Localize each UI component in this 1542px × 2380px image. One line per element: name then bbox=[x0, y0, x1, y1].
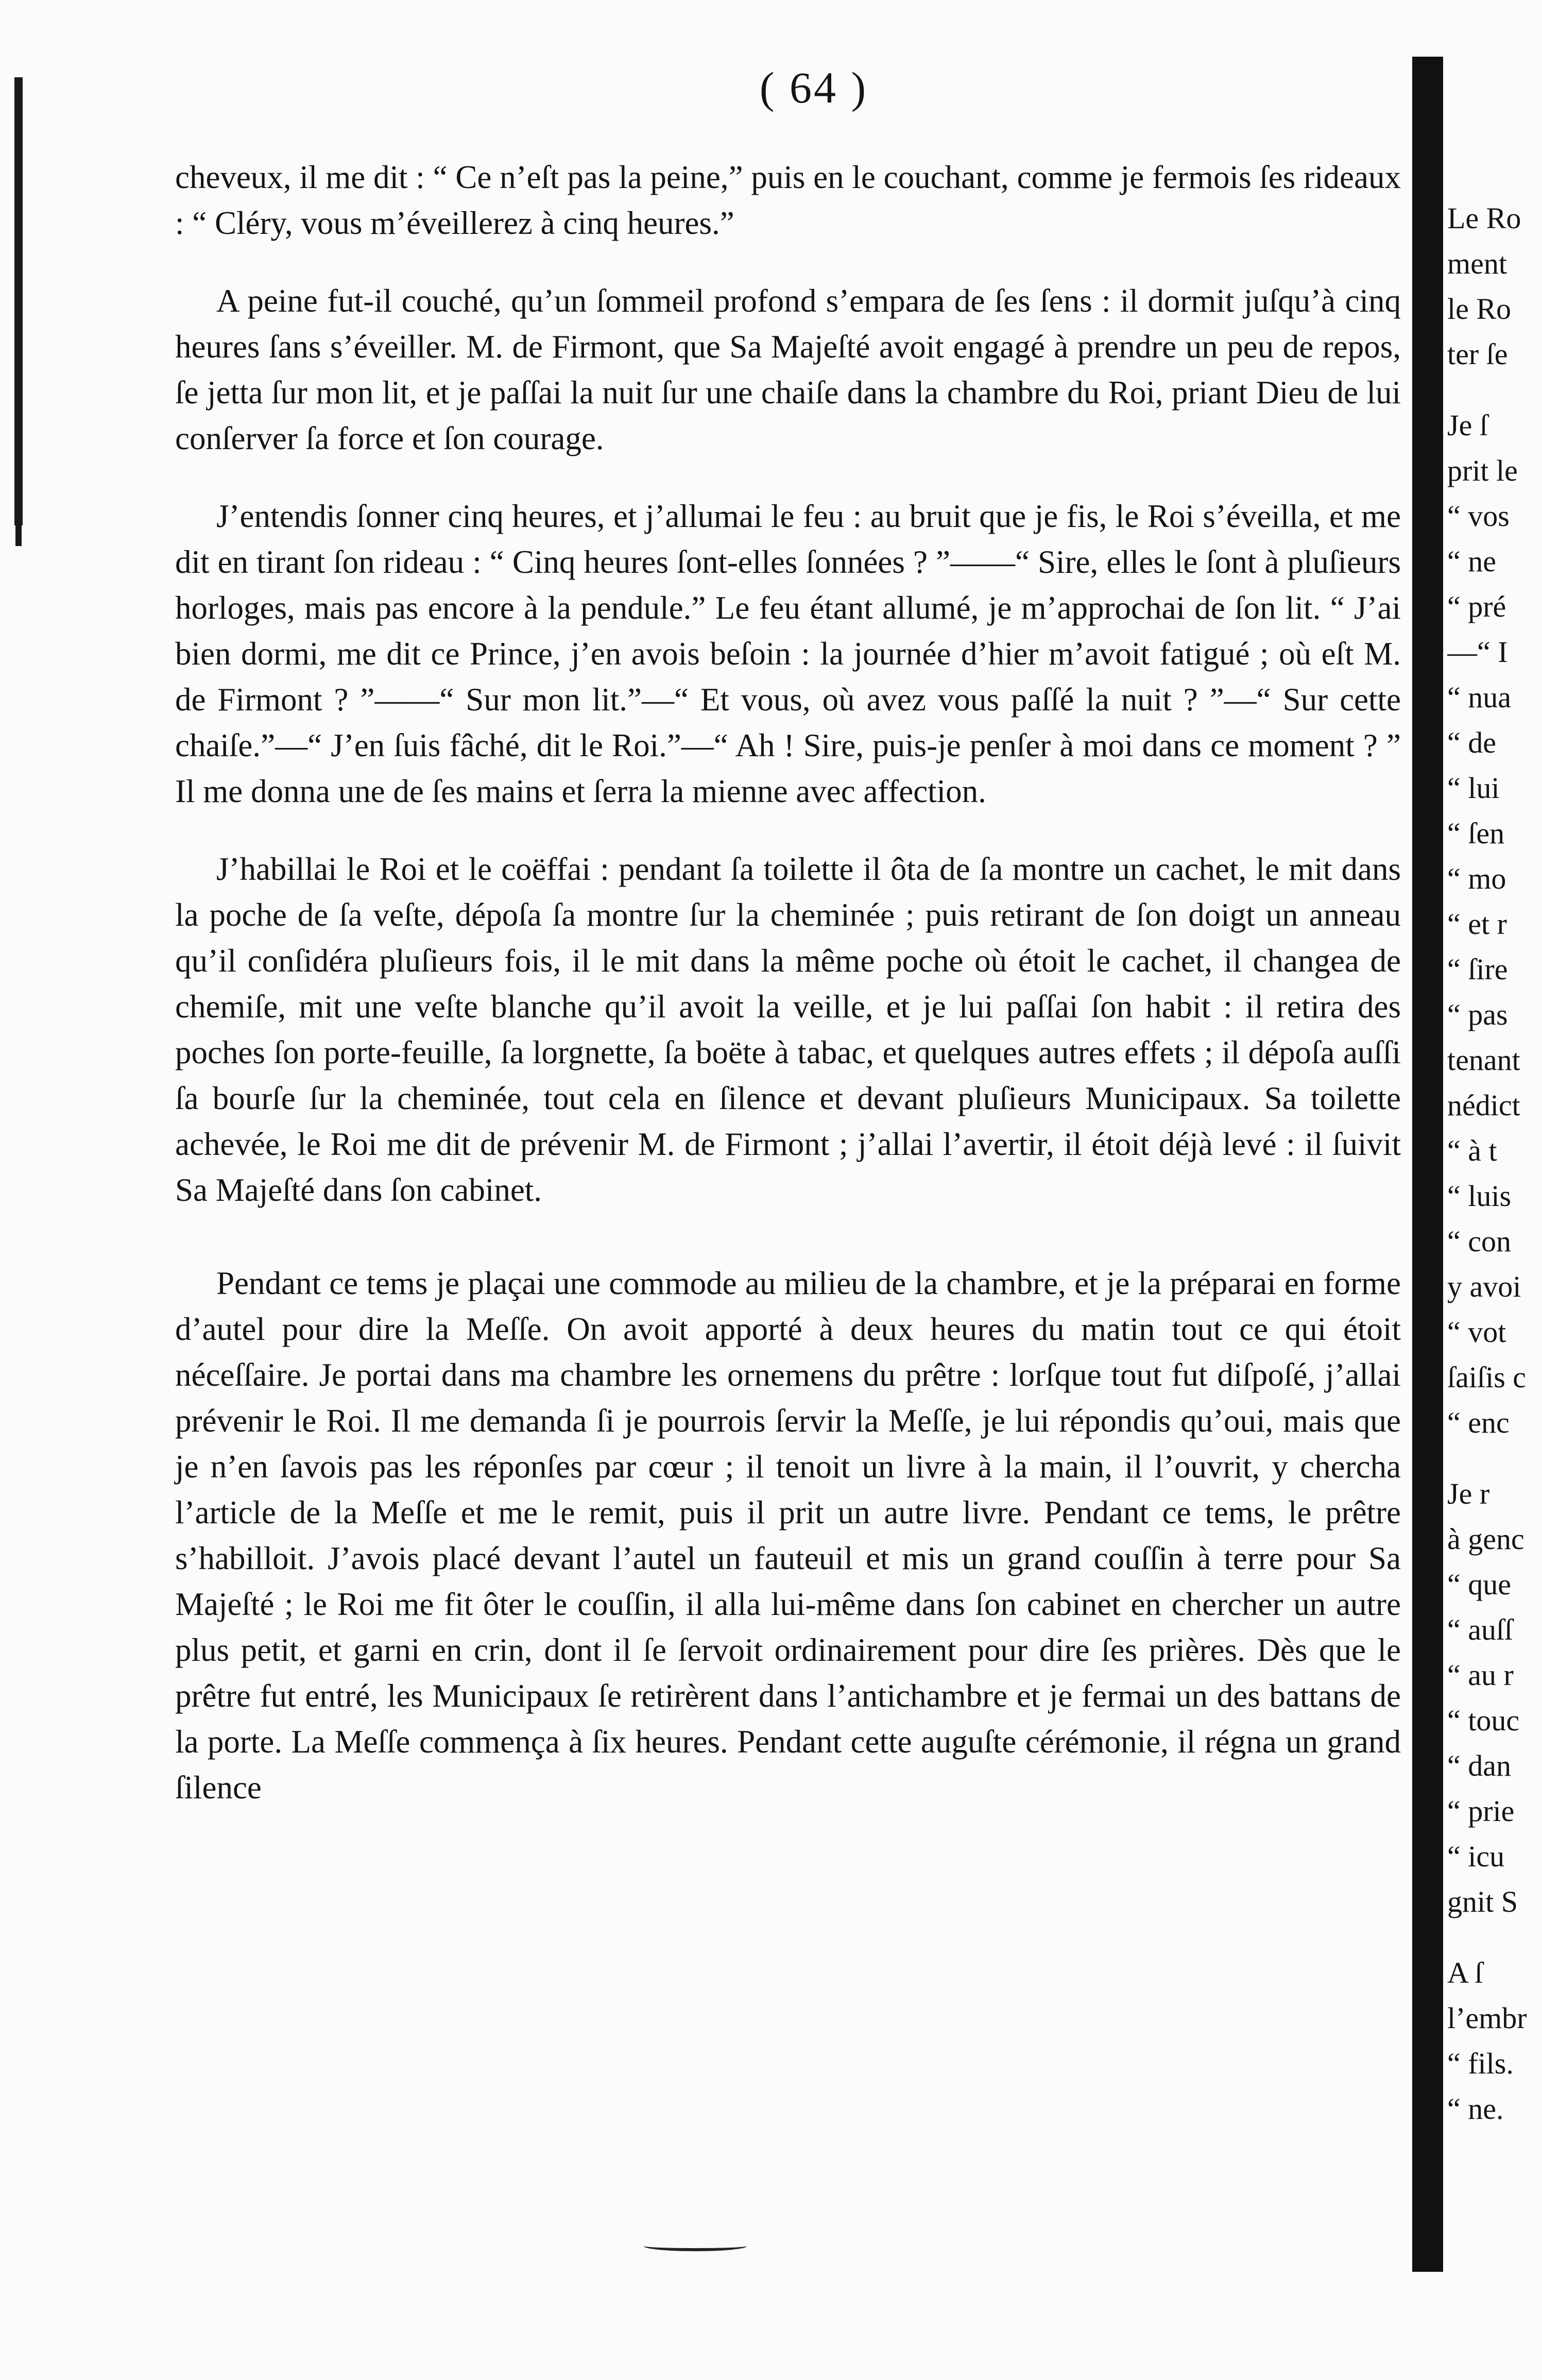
facing-page-line: Je r bbox=[1447, 1477, 1490, 1510]
book-gutter bbox=[1412, 57, 1443, 2272]
facing-page-line: “ ne bbox=[1447, 545, 1496, 578]
facing-page-line: “ icu bbox=[1447, 1840, 1505, 1873]
facing-page-line: “ lui bbox=[1447, 771, 1500, 805]
facing-page-line: “ pré bbox=[1447, 590, 1506, 623]
facing-page-line: le Ro bbox=[1447, 292, 1512, 326]
binding-shadow-left-lower bbox=[15, 484, 22, 546]
facing-page-gap bbox=[1447, 1925, 1542, 1950]
facing-page-line: ter ſe bbox=[1447, 337, 1508, 371]
facing-page-line: “ ſen bbox=[1447, 817, 1505, 850]
facing-page-line: “ vos bbox=[1447, 499, 1510, 533]
facing-page-gap bbox=[1447, 377, 1542, 403]
facing-page-line: “ pas bbox=[1447, 998, 1508, 1031]
facing-page-line: ment bbox=[1447, 247, 1507, 280]
facing-page-line: “ au r bbox=[1447, 1658, 1514, 1692]
facing-page-line: “ nua bbox=[1447, 681, 1511, 714]
facing-page-gap bbox=[1447, 1446, 1542, 1471]
facing-page-line: Le Ro bbox=[1447, 201, 1521, 235]
main-text-column bbox=[175, 155, 1401, 1843]
facing-page-line: “ et r bbox=[1447, 907, 1507, 941]
paragraph-3: J’entendis ſonner cinq heures, et j’allumai le feu : au bruit que je fis, le Roi s’éveilla, et me dit en tirant ſon rideau : “ Cinq heures ſont-elles ſonnées ? ”——“ Sire, elles le ſont à pluſieurs horloges, mais pas encore à la pendule.” Le feu étant allumé, je m’approchai de ſon lit. “ J’ai bien dormi, me dit ce Prince, j’en avois beſoin : la journée d’hier m’avoit fatigué ; où eſt M. de Firmont ? ”——“ Sur mon lit.”—“ Et vous, où avez vous paſſé la nuit ? ”—“ Sur cette chaiſe.”—“ J’en ſuis fâché, dit le Roi.”—“ Ah ! Sire, puis-je penſer à moi dans ce moment ? ” Il me donna une de ſes mains et ſerra la mienne avec affection. bbox=[175, 498, 1401, 809]
facing-page-line: l’embr bbox=[1447, 2001, 1527, 2035]
facing-page-line: “ de bbox=[1447, 726, 1496, 759]
paragraph-4: J’habillai le Roi et le coëffai : pendant ſa toilette il ôta de ſa montre un cachet, le mit dans la poche de ſa veſte, dépoſa ſa montre ſur la cheminée ; puis retirant de ſon doigt un anneau qu’il conſidéra pluſieurs fois, il le mit dans la même poche où étoit le cachet, il changea de chemiſe, mit une veſte blanche qu’il avoit la veille, et je lui paſſai ſon habit : il retira des poches ſon porte-feuille, ſa lorgnette, ſa boëte à tabac, et quelques autres effets ; il dépoſa auſſi ſa bourſe ſur la cheminée, tout cela en ſilence et devant pluſieurs Municipaux. Sa toilette achevée, le Roi me dit de prévenir M. de Firmont ; j’allai l’avertir, il étoit déjà levé : il ſuivit Sa Majeſté dans ſon cabinet. bbox=[175, 851, 1401, 1208]
facing-page-line: —“ I bbox=[1447, 635, 1508, 669]
facing-page-line: “ ne. bbox=[1447, 2092, 1504, 2126]
facing-page-line: “ enc bbox=[1447, 1406, 1510, 1439]
facing-page-line: “ luis bbox=[1447, 1179, 1512, 1213]
facing-page-line: prit le bbox=[1447, 454, 1518, 487]
paragraph-2: A peine fut-il couché, qu’un ſommeil profond s’empara de ſes ſens : il dormit juſqu’à cinq heures ſans s’éveiller. M. de Firmont, que Sa Majeſté avoit engagé à prendre un peu de repos, ſe jetta ſur mon lit, et je paſſai la nuit ſur une chaiſe dans la chambre du Roi, priant Dieu de lui conſerver ſa force et ſon courage. bbox=[175, 283, 1401, 456]
facing-page-line: “ mo bbox=[1447, 862, 1506, 895]
ink-mark bbox=[644, 2241, 747, 2251]
facing-page-line: “ con bbox=[1447, 1225, 1511, 1258]
facing-page-line: y avoi bbox=[1447, 1270, 1521, 1303]
facing-page-line: “ à t bbox=[1447, 1134, 1497, 1167]
facing-page-line: “ vot bbox=[1447, 1315, 1506, 1349]
paragraph-5: Pendant ce tems je plaçai une commode au milieu de la chambre, et je la préparai en forme d’autel pour dire la Meſſe. On avoit apporté à deux heures du matin tout ce qui étoit néceſſaire. Je portai dans ma chambre les ornemens du prêtre : lorſque tout fut diſpoſé, j’allai prévenir le Roi. Il me demanda ſi je pourrois ſervir la Meſſe, je lui répondis qu’oui, mais que je n’en ſavois pas les réponſes par cœur ; il tenoit un livre à la main, il l’ouvrit, y chercha l’article de la Meſſe et me le remit, puis il prit un autre livre. Pendant ce tems, le prêtre s’habilloit. J’avois placé devant l’autel un fauteuil et mis un grand couſſin à terre pour Sa Majeſté ; le Roi me fit ôter le couſſin, il alla lui-même dans ſon cabinet en chercher un autre plus petit, et garni en crin, dont il ſe ſervoit ordinairement pour dire ſes prières. Dès que le prêtre fut entré, les Municipaux ſe retirèrent dans l’antichambre et je fermai un des battans de la porte. La Meſſe commença à ſix heures. Pendant cette auguſte cérémonie, il régna un grand ſilence bbox=[175, 1265, 1401, 1806]
facing-page-line: nédict bbox=[1447, 1089, 1520, 1122]
facing-page-line: “ que bbox=[1447, 1568, 1511, 1601]
facing-page-line: “ auſſ bbox=[1447, 1613, 1513, 1646]
facing-page-line: “ prie bbox=[1447, 1794, 1515, 1828]
facing-page-line: A ſ bbox=[1447, 1956, 1483, 1990]
facing-page-line: “ fils. bbox=[1447, 2047, 1514, 2080]
facing-page-line: ſaiſis c bbox=[1447, 1361, 1527, 1394]
facing-page-line: gnit S bbox=[1447, 1885, 1518, 1918]
facing-page-line: à genc bbox=[1447, 1522, 1524, 1556]
facing-page-line: Je ſ bbox=[1447, 409, 1488, 442]
facing-page-line: “ ſire bbox=[1447, 953, 1508, 986]
facing-page-fragments bbox=[1447, 196, 1542, 2132]
facing-page-line: tenant bbox=[1447, 1043, 1520, 1077]
facing-page-line: “ touc bbox=[1447, 1704, 1520, 1737]
page-number: ( 64 ) bbox=[759, 63, 868, 112]
facing-page-line: “ dan bbox=[1447, 1749, 1511, 1782]
binding-shadow-left bbox=[14, 77, 23, 525]
paragraph-1: cheveux, il me dit : “ Ce n’eſt pas la peine,” puis en le couchant, comme je fermois ſes rideaux : “ Cléry, vous m’éveillerez à cinq heures.” bbox=[175, 159, 1401, 241]
